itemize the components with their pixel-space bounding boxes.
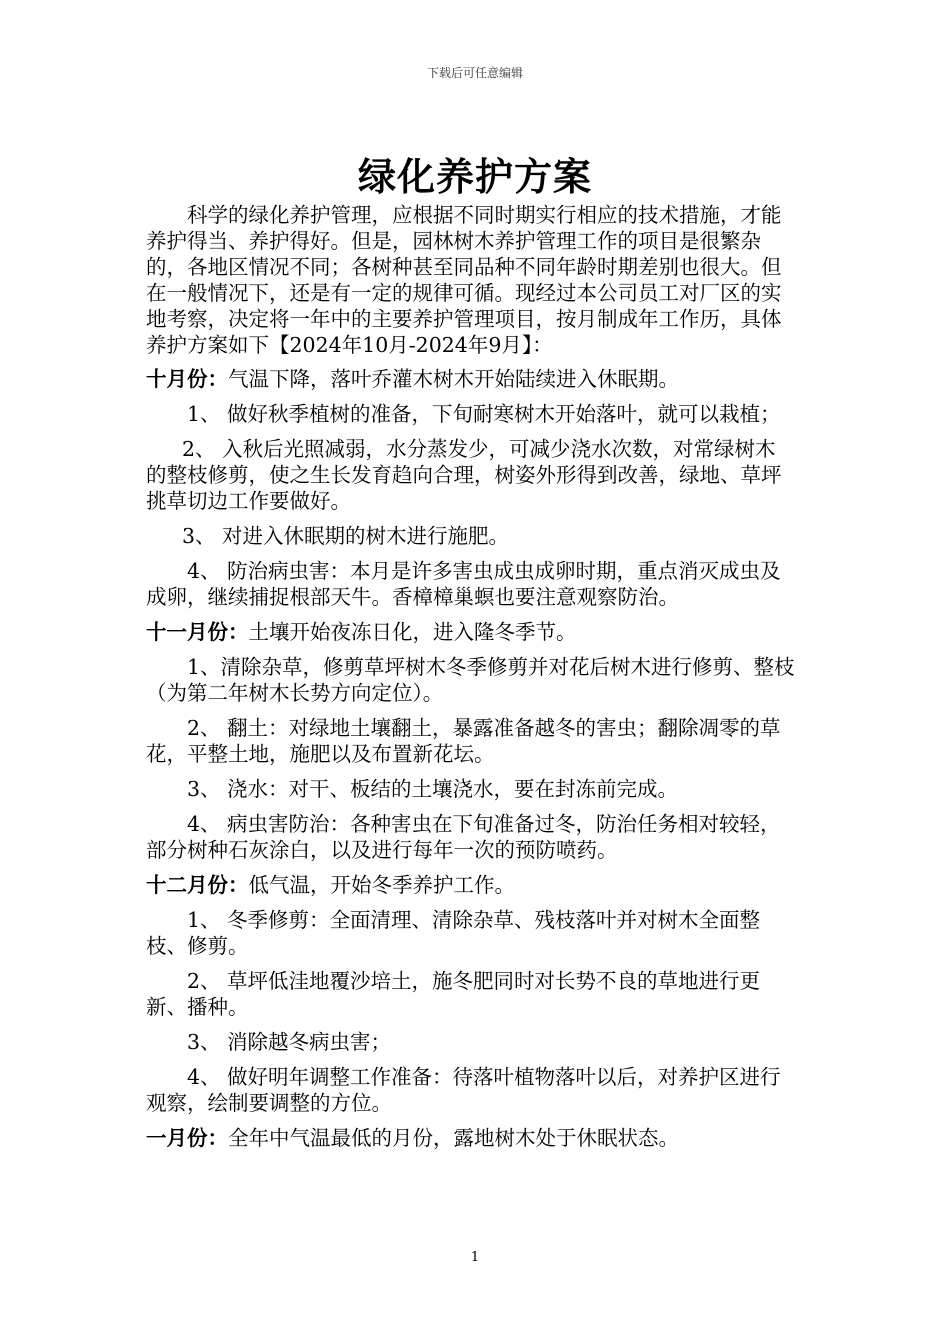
list-item: 2、 草坪低洼地覆沙培土，施冬肥同时对长势不良的草地进行更新、播种。 xyxy=(146,969,761,1019)
page-header: 下载后可任意编辑 xyxy=(426,66,523,80)
month-december xyxy=(146,872,796,898)
month-label: 一月份： xyxy=(146,1126,228,1150)
document-body xyxy=(146,202,796,1160)
list-item: 3、 浇水：对干、板结的土壤浇水，要在封冻前完成。 xyxy=(187,777,679,801)
page-number: 1 xyxy=(470,1250,480,1265)
list-item: 1、 做好秋季植树的准备，下旬耐寒树木开始落叶，就可以栽植； xyxy=(187,402,781,426)
list-item: 3、 对进入休眠期的树木进行施肥。 xyxy=(182,524,510,548)
list-item: 2、 入秋后光照减弱，水分蒸发少，可减少浇水次数，对常绿树木的整枝修剪，使之生长发育趋向合理，树姿外形得到改善，绿地、草坪挑草切边工作要做好。 xyxy=(146,437,782,513)
month-label: 十月份： xyxy=(146,367,228,391)
month-text: 全年中气温最低的月份，露地树木处于休眠状态。 xyxy=(228,1126,679,1150)
document-title: 绿化养护方案 xyxy=(357,155,592,199)
month-text: 低气温，开始冬季养护工作。 xyxy=(248,873,515,897)
list-item: 4、 做好明年调整工作准备：待落叶植物落叶以后，对养护区进行观察，绘制要调整的方位。 xyxy=(146,1065,781,1115)
list-item: 2、 翻土：对绿地土壤翻土，暴露准备越冬的害虫；翻除凋零的草花，平整土地，施肥以及布置新花坛。 xyxy=(146,716,781,766)
list-item: 4、 防治病虫害：本月是许多害虫成虫成卵时期，重点消灭成虫及成卵，继续捕捉根部天牛。香樟樟巢螟也要注意观察防治。 xyxy=(146,559,781,609)
month-label: 十一月份： xyxy=(146,620,249,644)
list-item: 1、 冬季修剪：全面清理、清除杂草、残枝落叶并对树木全面整枝、修剪。 xyxy=(146,908,761,958)
month-label: 十二月份： xyxy=(146,873,249,897)
month-november xyxy=(146,619,796,645)
month-text: 土壤开始夜冻日化，进入隆冬季节。 xyxy=(248,620,577,644)
list-item: 1、清除杂草，修剪草坪树木冬季修剪并对花后树木进行修剪、整枝（为第二年树木长势方向定位）。 xyxy=(146,655,795,705)
month-text: 气温下降，落叶乔灌木树木开始陆续进入休眠期。 xyxy=(228,367,679,391)
intro-paragraph: 科学的绿化养护管理，应根据不同时期实行相应的技术措施，才能养护得当、养护得好。但是，园林树木养护管理工作的项目是很繁杂的，各地区情况不同；各树种甚至同品种不同年龄时期差别也很大。但在一般情况下，还是有一定的规律可循。现经过本公司员工对厂区的实地考察，决定将一年中的主要养护管理项目，按月制成年工作历，具体养护方案如下【2024年10月-2024年9月】： xyxy=(146,203,782,357)
month-october xyxy=(146,366,796,392)
list-item: 4、 病虫害防治：各种害虫在下旬准备过冬，防治任务相对较轻，部分树种石灰涂白，以及进行每年一次的预防喷药。 xyxy=(146,812,781,862)
month-january xyxy=(146,1125,796,1151)
list-item: 3、 消除越冬病虫害； xyxy=(187,1030,392,1054)
